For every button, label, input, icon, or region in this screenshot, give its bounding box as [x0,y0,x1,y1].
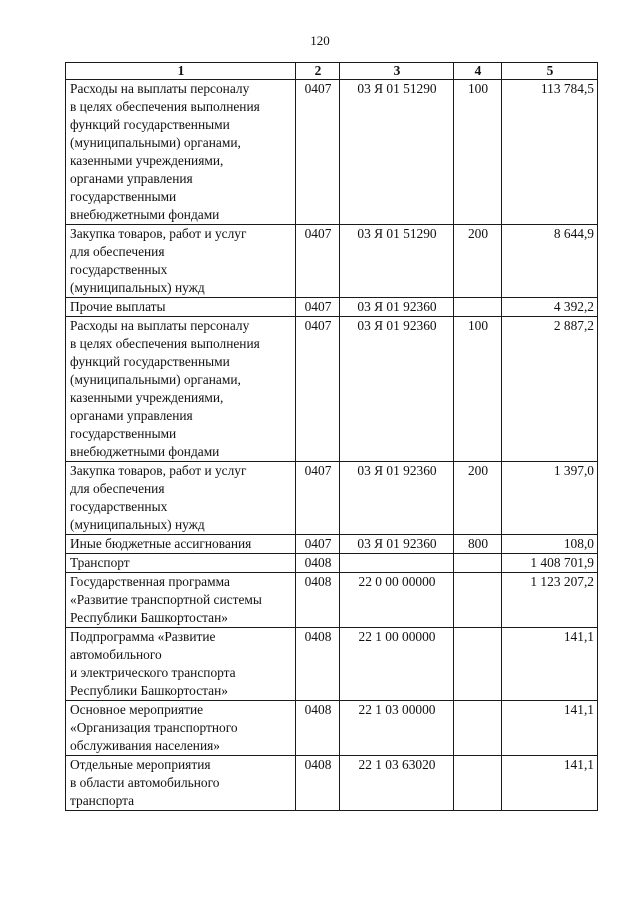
row-expense-type [454,628,502,701]
row-article: 22 0 00 00000 [340,573,454,628]
row-article: 03 Я 01 51290 [340,80,454,225]
row-name: Иные бюджетные ассигнования [70,536,252,551]
row-amount: 141,1 [502,701,598,756]
budget-table [65,62,598,811]
page-number: 120 [310,33,330,48]
header-col-1: 1 [66,63,296,80]
row-expense-type [454,554,502,573]
table-row [66,573,598,628]
header-col-4: 4 [454,63,502,80]
row-code: 0407 [296,535,340,554]
row-amount: 2 887,2 [502,317,598,462]
row-expense-type [454,298,502,317]
row-code: 0408 [296,628,340,701]
row-name: Отдельные мероприятия в области автомобильного транспорта [70,757,220,808]
row-code: 0407 [296,298,340,317]
row-code: 0407 [296,225,340,298]
table-row [66,462,598,535]
row-name: Подпрограмма «Развитие автомобильного и электрического транспорта Республики Башкортостан» [70,629,236,698]
row-code: 0408 [296,554,340,573]
table-row [66,701,598,756]
row-amount: 4 392,2 [502,298,598,317]
table-row [66,628,598,701]
row-amount: 1 397,0 [502,462,598,535]
row-amount: 141,1 [502,756,598,811]
row-amount: 113 784,5 [502,80,598,225]
row-expense-type [454,756,502,811]
header-col-5: 5 [502,63,598,80]
row-code: 0408 [296,701,340,756]
header-col-2: 2 [296,63,340,80]
row-expense-type: 200 [454,225,502,298]
row-expense-type: 800 [454,535,502,554]
row-expense-type [454,701,502,756]
row-name: Закупка товаров, работ и услуг для обеспечения государственных (муниципальных) нужд [70,463,247,532]
header-row [66,63,598,80]
row-article: 03 Я 01 92360 [340,535,454,554]
row-article [340,554,454,573]
row-name: Прочие выплаты [70,299,166,314]
row-code: 0407 [296,462,340,535]
row-amount: 1 123 207,2 [502,573,598,628]
row-name: Основное мероприятие «Организация транспортного обслуживания населения» [70,702,238,753]
row-name: Транспорт [70,555,130,570]
row-expense-type: 200 [454,462,502,535]
row-article: 03 Я 01 92360 [340,462,454,535]
row-code: 0407 [296,80,340,225]
row-expense-type: 100 [454,317,502,462]
table-row [66,756,598,811]
row-article: 03 Я 01 51290 [340,225,454,298]
row-name: Расходы на выплаты персоналу в целях обеспечения выполнения функций государственными (муниципальными) органами, казенными учреждениями, органами управления государственными внебюджетными фондами [70,318,260,459]
table-row [66,298,598,317]
row-amount: 108,0 [502,535,598,554]
row-amount: 8 644,9 [502,225,598,298]
table-row [66,317,598,462]
row-code: 0407 [296,317,340,462]
row-expense-type: 100 [454,80,502,225]
row-code: 0408 [296,573,340,628]
row-expense-type [454,573,502,628]
row-name: Государственная программа «Развитие транспортной системы Республики Башкортостан» [70,574,262,625]
row-article: 03 Я 01 92360 [340,317,454,462]
row-article: 22 1 00 00000 [340,628,454,701]
row-article: 22 1 03 63020 [340,756,454,811]
row-amount: 141,1 [502,628,598,701]
row-amount: 1 408 701,9 [502,554,598,573]
table-row [66,80,598,225]
table-row [66,554,598,573]
header-col-3: 3 [340,63,454,80]
row-name: Закупка товаров, работ и услуг для обеспечения государственных (муниципальных) нужд [70,226,247,295]
row-article: 03 Я 01 92360 [340,298,454,317]
row-article: 22 1 03 00000 [340,701,454,756]
row-name: Расходы на выплаты персоналу в целях обеспечения выполнения функций государственными (муниципальными) органами, казенными учреждениями, органами управления государственными внебюджетными фондами [70,81,260,222]
table-row [66,535,598,554]
row-code: 0408 [296,756,340,811]
table-row [66,225,598,298]
